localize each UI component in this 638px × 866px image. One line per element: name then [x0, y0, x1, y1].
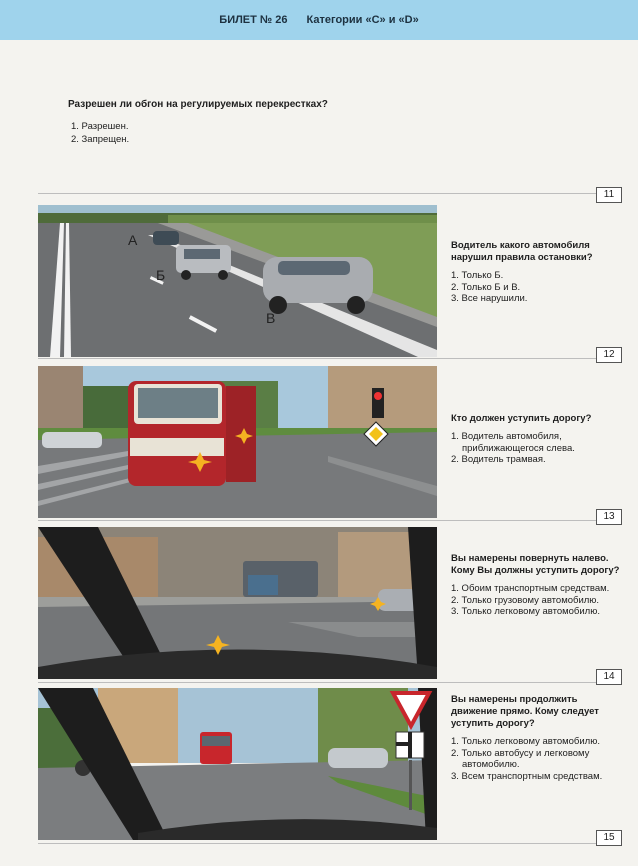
ticket-header — [0, 0, 638, 40]
answer-option[interactable]: 2. Только Б и В. — [451, 281, 521, 293]
separator — [38, 358, 622, 359]
question-10-text: Разрешен ли обгон на регулируемых перекрестках? — [68, 99, 328, 110]
answer-option[interactable]: 1. Обоим транспортным средствам. — [451, 583, 610, 594]
question-11 — [451, 240, 626, 305]
ticket-number: БИЛЕТ № 26 — [219, 14, 288, 26]
separator — [38, 843, 622, 844]
car-label-v: В — [266, 310, 276, 326]
question-14-text: Вы намерены продолжить движение прямо. Кому следует уступить дорогу? — [451, 694, 599, 729]
answer-option[interactable]: 1. Только легковому автомобилю. — [451, 736, 600, 747]
question-number-15: 15 — [596, 830, 622, 846]
answer-option[interactable]: 3. Всем транспортным средствам. — [451, 770, 603, 782]
separator — [38, 193, 622, 194]
answer-option[interactable]: 2. Только автобусу и легковому автомобилю. — [451, 747, 590, 770]
answer-option[interactable]: 1. Только Б. — [451, 270, 504, 281]
separator — [38, 520, 622, 521]
answer-option[interactable]: 3. Все нарушили. — [451, 293, 528, 304]
question-13-text: Вы намерены повернуть налево. Кому Вы должны уступить дорогу? — [451, 553, 620, 576]
question-12-image — [38, 366, 437, 518]
question-number-13: 13 — [596, 509, 622, 525]
question-13 — [451, 553, 626, 618]
answer-option[interactable]: 1. Водитель автомобиля, приближающегося слева. — [451, 431, 575, 454]
question-number-14: 14 — [596, 669, 622, 685]
answer-option[interactable]: 1. Разрешен. — [71, 121, 129, 132]
ticket-category: Категории «C» и «D» — [306, 14, 419, 26]
question-11-image — [38, 205, 437, 357]
question-13-image — [38, 527, 437, 679]
car-label-b: Б — [156, 267, 166, 283]
question-number-12: 12 — [596, 347, 622, 363]
answer-option[interactable]: 3. Только легковому автомобилю. — [451, 606, 600, 617]
question-11-text: Водитель какого автомобиля нарушил правила остановки? — [451, 240, 593, 263]
question-12-text: Кто должен уступить дорогу? — [451, 413, 592, 424]
car-label-a: А — [128, 232, 138, 248]
question-14 — [451, 694, 626, 782]
question-14-image — [38, 688, 437, 840]
answer-option[interactable]: 2. Запрещен. — [71, 134, 130, 145]
question-12 — [451, 413, 626, 466]
question-10-options — [71, 120, 129, 146]
separator — [38, 682, 622, 683]
answer-option[interactable]: 2. Водитель трамвая. — [451, 454, 546, 465]
question-number-11: 11 — [596, 187, 622, 203]
answer-option[interactable]: 2. Только грузовому автомобилю. — [451, 594, 600, 606]
